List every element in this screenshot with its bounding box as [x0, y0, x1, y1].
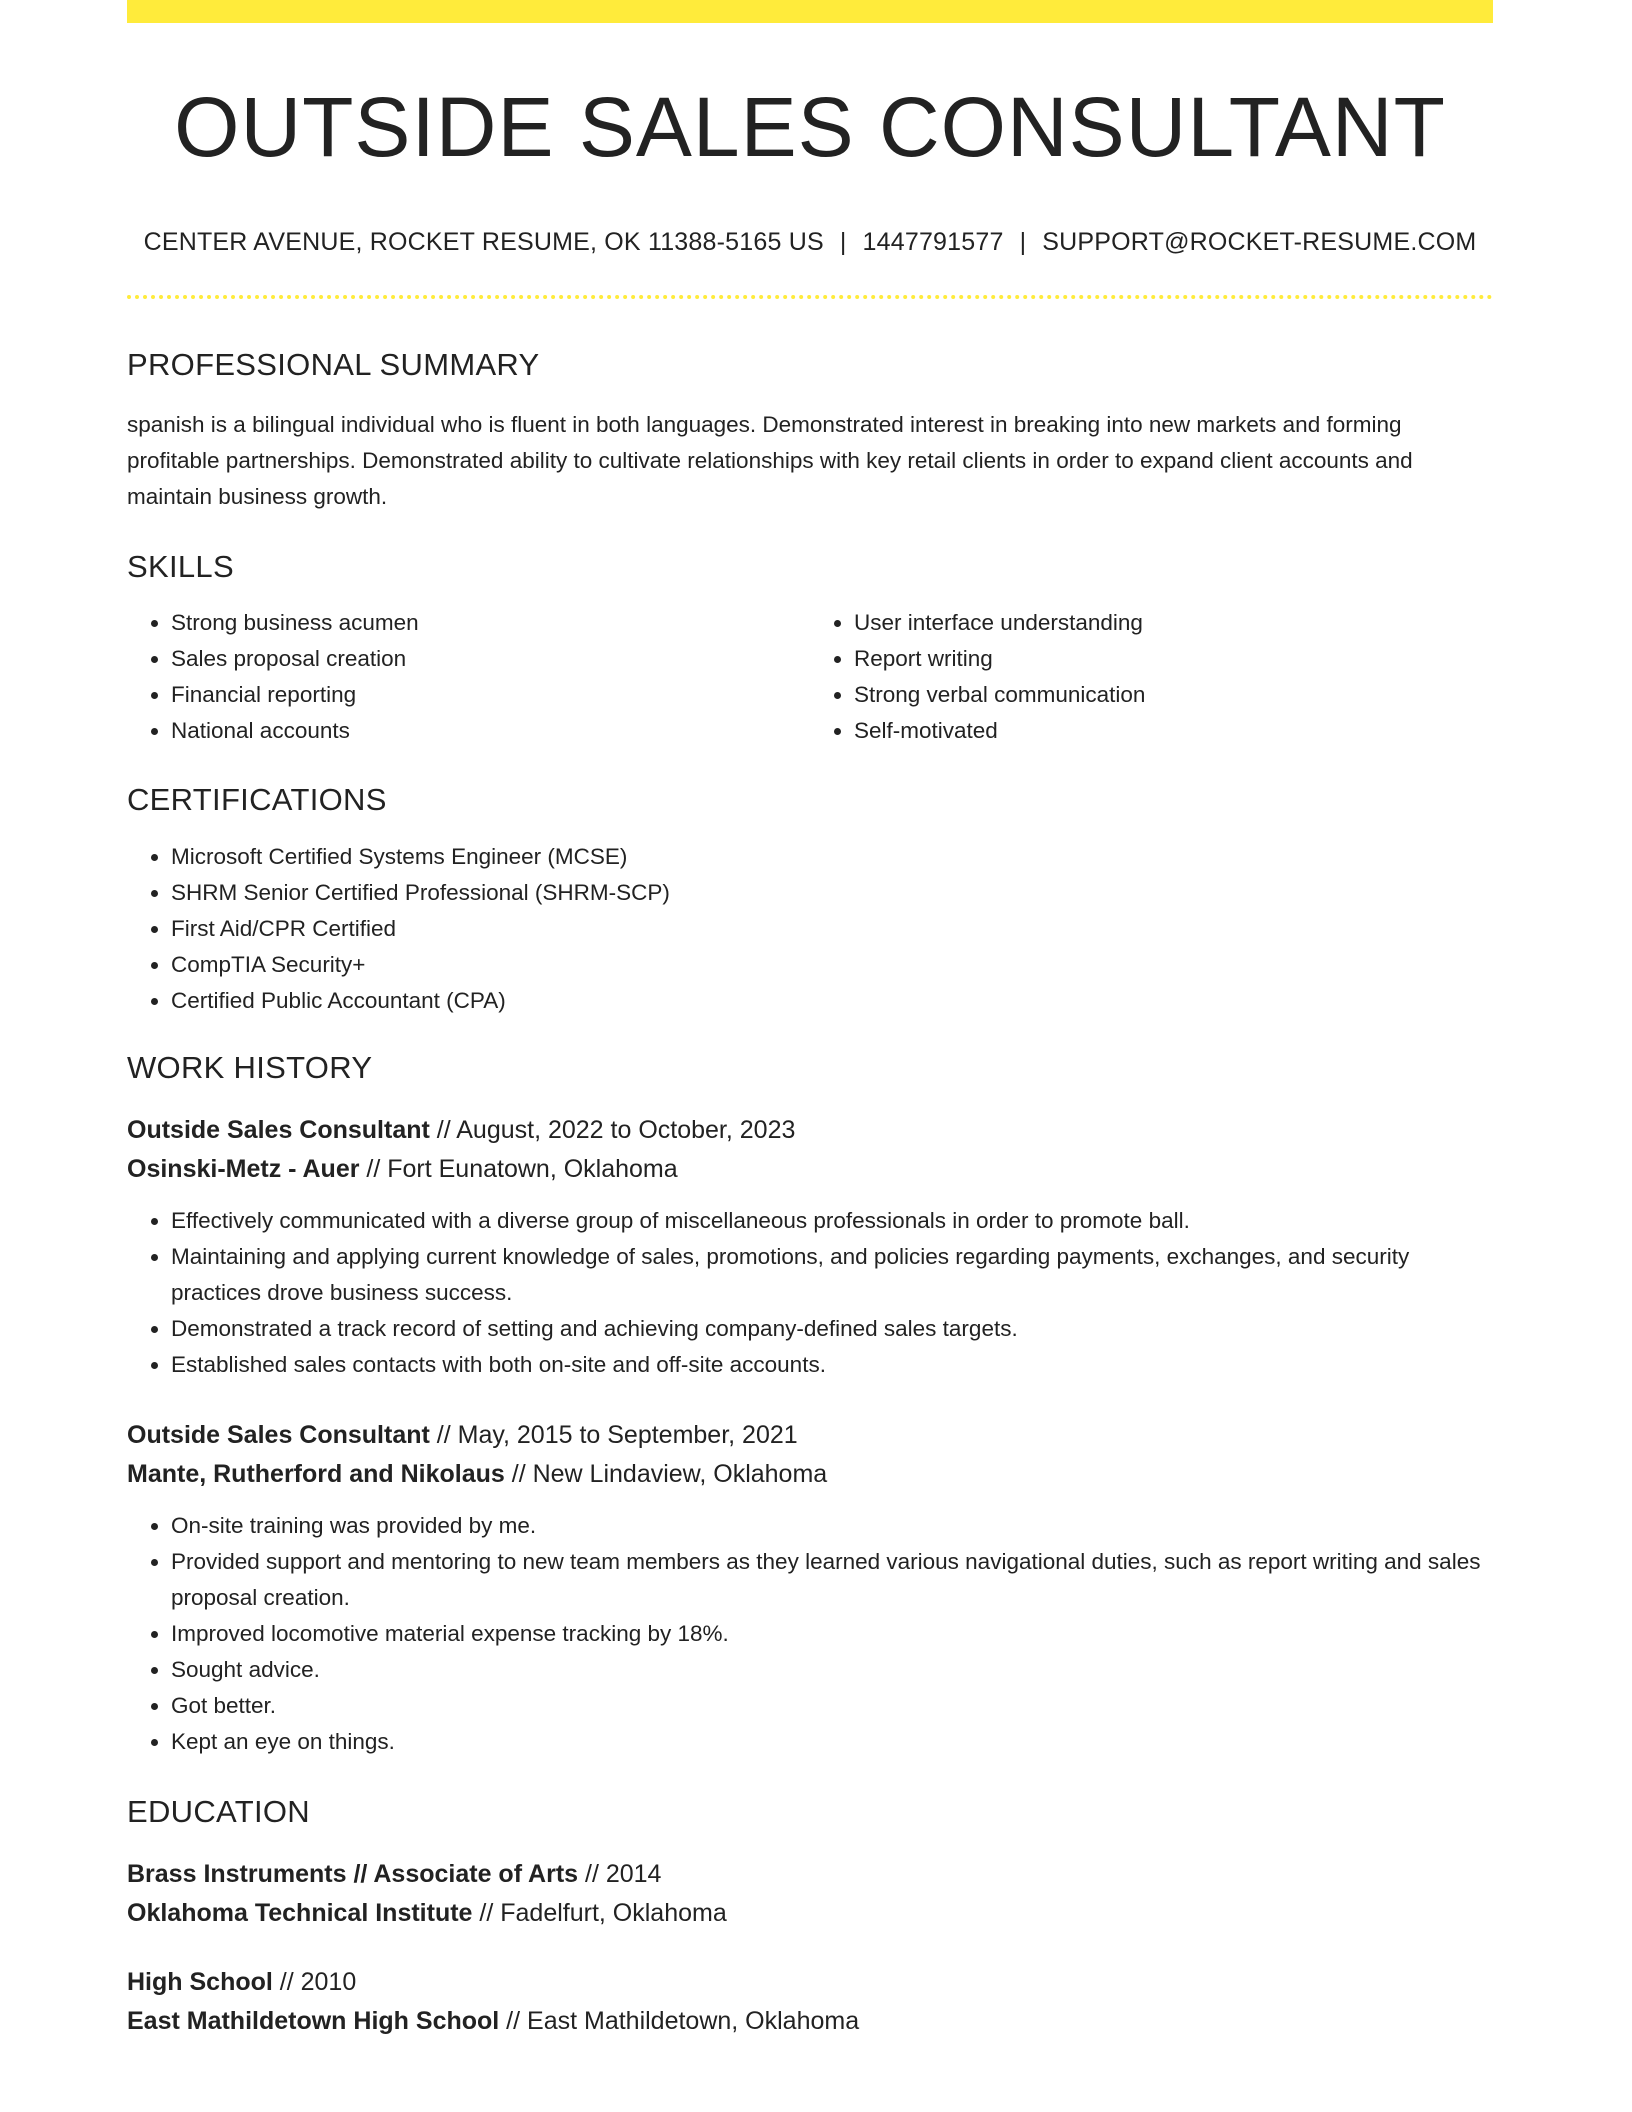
- education-degree: High School: [127, 1967, 273, 1996]
- education-location: // East Mathildetown, Oklahoma: [499, 2006, 860, 2035]
- certifications-list: [127, 839, 1493, 1019]
- certification-item: • First Aid/CPR Certified: [171, 911, 1493, 947]
- job-bullet: • Maintaining and applying current knowledge of sales, promotions, and policies regarding payments, exchanges, and security practices drove business success.: [171, 1239, 1493, 1311]
- job-location: // New Lindaview, Oklahoma: [504, 1459, 828, 1488]
- job-bullet: • Sought advice.: [171, 1652, 1493, 1688]
- education-degree-line: [127, 1855, 1493, 1894]
- education-school-line: [127, 1894, 1493, 1933]
- certification-item: • Microsoft Certified Systems Engineer (MCSE): [171, 839, 1493, 875]
- certification-item: • CompTIA Security+: [171, 947, 1493, 983]
- education-school-line: [127, 2002, 1493, 2041]
- job-title: Outside Sales Consultant: [127, 1420, 430, 1449]
- certification-item: • Certified Public Accountant (CPA): [171, 983, 1493, 1019]
- job-bullet: • Improved locomotive material expense tracking by 18%.: [171, 1616, 1493, 1652]
- resume-title: OUTSIDE SALES CONSULTANT: [174, 80, 1446, 174]
- job-bullet: • Kept an eye on things.: [171, 1724, 1493, 1760]
- job-bullet: • Established sales contacts with both on-site and off-site accounts.: [171, 1347, 1493, 1383]
- job-title-line: [127, 1111, 1493, 1150]
- education-school: Oklahoma Technical Institute: [127, 1898, 473, 1927]
- contact-phone: 1447791577: [862, 228, 1004, 256]
- work-history-heading: WORK HISTORY: [127, 1049, 373, 1085]
- education-heading: EDUCATION: [127, 1793, 310, 1829]
- job-location: // Fort Eunatown, Oklahoma: [359, 1154, 678, 1183]
- job-bullets: [127, 1508, 1493, 1760]
- summary-heading: PROFESSIONAL SUMMARY: [127, 347, 540, 382]
- certification-item: • SHRM Senior Certified Professional (SHRM-SCP): [171, 875, 1493, 911]
- education-degree-line: [127, 1963, 1493, 2002]
- certifications-heading: CERTIFICATIONS: [127, 782, 387, 818]
- job-company-line: [127, 1150, 1493, 1189]
- skill-item: • Financial reporting: [171, 677, 810, 713]
- job-entry: [127, 1416, 1493, 1760]
- skill-item: • National accounts: [171, 713, 810, 749]
- job-title: Outside Sales Consultant: [127, 1115, 430, 1144]
- accent-top-bar: [127, 0, 1493, 23]
- education-location: // Fadelfurt, Oklahoma: [472, 1898, 727, 1927]
- skill-item: • Strong verbal communication: [854, 677, 1493, 713]
- job-entry: [127, 1111, 1493, 1383]
- contact-separator: |: [839, 228, 847, 256]
- dotted-divider: [127, 295, 1493, 299]
- job-company: Osinski-Metz - Auer: [127, 1154, 360, 1183]
- skill-item: • Self-motivated: [854, 713, 1493, 749]
- education-entry: [127, 1963, 1493, 2041]
- education-year: // 2010: [272, 1967, 357, 1996]
- skill-item: • User interface understanding: [854, 605, 1493, 641]
- job-bullet: • Demonstrated a track record of setting and achieving company-defined sales targets.: [171, 1311, 1493, 1347]
- job-dates: // August, 2022 to October, 2023: [429, 1115, 796, 1144]
- education-school: East Mathildetown High School: [127, 2006, 500, 2035]
- contact-address: CENTER AVENUE, ROCKET RESUME, OK 11388-5165 US: [143, 228, 824, 256]
- job-dates: // May, 2015 to September, 2021: [429, 1420, 798, 1449]
- job-bullet: • Provided support and mentoring to new team members as they learned various navigational duties, such as report writing and sales proposal creation.: [171, 1544, 1493, 1616]
- job-company-line: [127, 1455, 1493, 1494]
- job-bullet: • Effectively communicated with a diverse group of miscellaneous professionals in order to promote ball.: [171, 1203, 1493, 1239]
- skill-item: • Sales proposal creation: [171, 641, 810, 677]
- skill-item: • Report writing: [854, 641, 1493, 677]
- skills-grid: [127, 605, 1493, 749]
- contact-separator: |: [1019, 228, 1027, 256]
- job-bullet: • Got better.: [171, 1688, 1493, 1724]
- skills-list-left: [127, 605, 810, 749]
- job-bullets: [127, 1203, 1493, 1383]
- contact-email: SUPPORT@ROCKET-RESUME.COM: [1042, 228, 1477, 256]
- education-entry: [127, 1855, 1493, 1933]
- job-bullet: • On-site training was provided by me.: [171, 1508, 1493, 1544]
- education-year: // 2014: [578, 1859, 662, 1888]
- job-title-line: [127, 1416, 1493, 1455]
- skills-list-right: [810, 605, 1493, 749]
- skills-heading: SKILLS: [127, 549, 234, 585]
- contact-line: [127, 227, 1493, 257]
- skill-item: • Strong business acumen: [171, 605, 810, 641]
- job-company: Mante, Rutherford and Nikolaus: [127, 1459, 505, 1488]
- education-degree: Brass Instruments // Associate of Arts: [127, 1859, 579, 1888]
- resume-page: [127, 0, 1493, 2041]
- summary-text: spanish is a bilingual individual who is fluent in both languages. Demonstrated interest in breaking into new markets and forming profitable partnerships. Demonstrated ability to cultivate relationships with key retail clients in order to expand client accounts and maintain business growth.: [127, 412, 1413, 510]
